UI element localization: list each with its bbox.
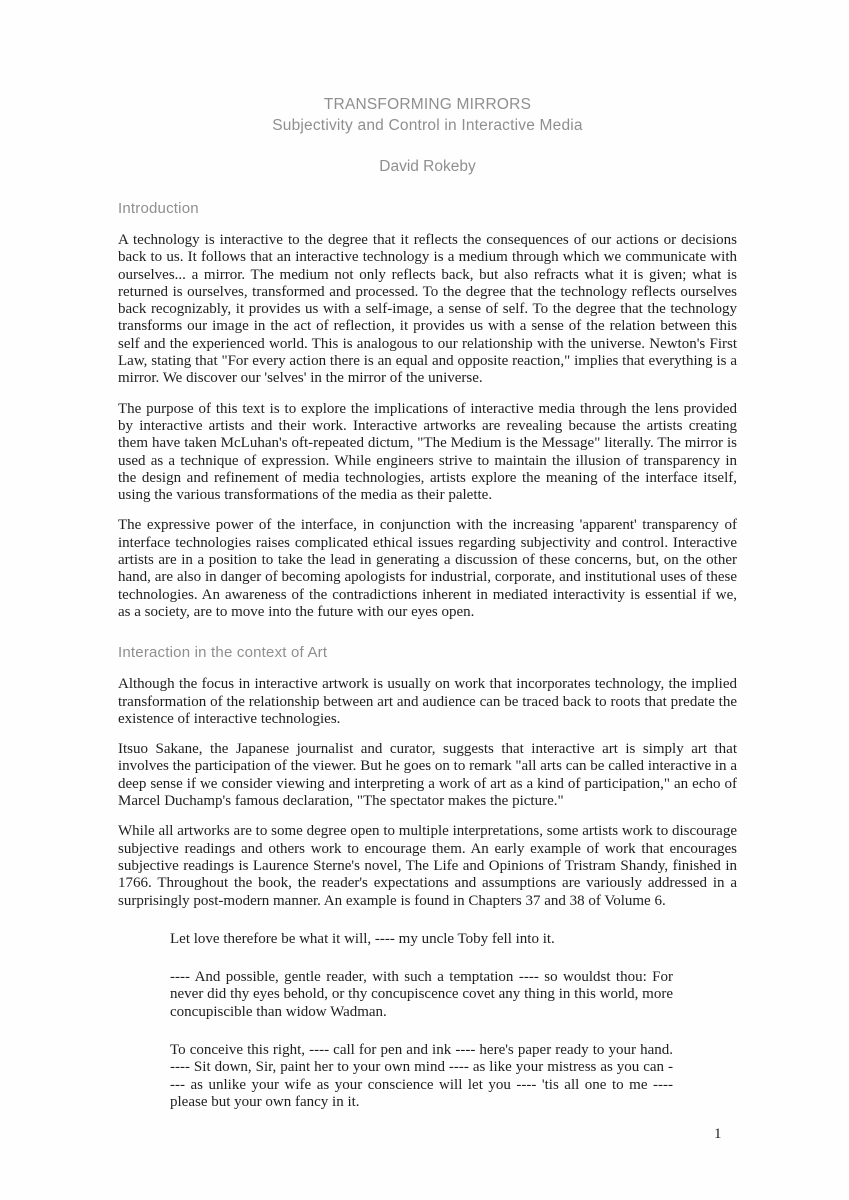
page-number: 1 <box>714 1126 722 1142</box>
paragraph: The expressive power of the interface, in conjunction with the increasing 'apparent' transparency of interface technologies raises complicated ethical issues regarding subjectivity and control. Interactive artists are in a position to take the lead in generating a discussion of these concerns, but, on the other hand, are also in danger of becoming apologists for industrial, corporate, and institutional uses of these technologies. An awareness of the contradictions inherent in mediated interactivity is essential if we, as a society, are to move into the future with our eyes open. <box>118 517 737 620</box>
section-heading-introduction: Introduction <box>118 200 199 217</box>
author-name: David Rokeby <box>379 158 476 175</box>
document-subtitle: Subjectivity and Control in Interactive Media <box>272 117 583 134</box>
paragraph: A technology is interactive to the degree that it reflects the consequences of our actions or decisions back to us. It follows that an interactive technology is a medium through which we communicate with ourselves... a mirror. The medium not only reflects back, but also refracts what it is given; what is returned is ourselves, transformed and processed. To the degree that the technology reflects ourselves back recognizably, it provides us with a self-image, a sense of self. To the degree that the technology transforms our image in the act of reflection, it provides us with a sense of the relation between this self and the experienced world. This is analogous to our relationship with the universe. Newton's First Law, stating that "For every action there is an equal and opposite reaction," implies that everything is a mirror. We discover our 'selves' in the mirror of the universe. <box>118 232 737 387</box>
block-quote: Let love therefore be what it will, ---- my uncle Toby fell into it. <box>170 930 555 947</box>
block-quote: To conceive this right, ---- call for pen and ink ---- here's paper ready to your hand. ---- Sit down, Sir, paint her to your own mind ---- as like your mistress as you can ---- as unlike your wife as your conscience will let you ---- 'tis all one to me ---- please but your own fancy in it. <box>170 1041 673 1110</box>
paragraph: Although the focus in interactive artwork is usually on work that incorporates technology, the implied transformation of the relationship between art and audience can be traced back to roots that predate the existence of interactive technologies. <box>118 676 737 727</box>
block-quote: ---- And possible, gentle reader, with such a temptation ---- so wouldst thou: For never did thy eyes behold, or thy concupiscence covet any thing in this world, more concupiscible than widow Wadman. <box>170 969 673 1020</box>
paragraph: The purpose of this text is to explore the implications of interactive media through the lens provided by interactive artists and their work. Interactive artworks are revealing because the artists creating them have taken McLuhan's oft-repeated dictum, "The Medium is the Message" literally. The mirror is used as a technique of expression. While engineers strive to maintain the illusion of transparency in the design and refinement of media technologies, artists explore the meaning of the interface itself, using the various transformations of the media as their palette. <box>118 400 737 504</box>
section-heading-interaction-in-the-context-of-art: Interaction in the context of Art <box>118 644 328 662</box>
paragraph: While all artworks are to some degree open to multiple interpretations, some artists work to discourage subjective readings and others work to encourage them. An early example of work that encourages subjective readings is Laurence Sterne's novel, The Life and Opinions of Tristram Shandy, finished in 1766. Throughout the book, the reader's expectations and assumptions are variously addressed in a surprisingly post-modern manner. An example is found in Chapters 37 and 38 of Volume 6. <box>118 823 737 909</box>
document-title: TRANSFORMING MIRRORS <box>323 96 532 113</box>
paragraph: Itsuo Sakane, the Japanese journalist and curator, suggests that interactive art is simply art that involves the participation of the viewer. But he goes on to remark "all arts can be called interactive in a deep sense if we consider viewing and interpreting a work of art as a kind of participation," an echo of Marcel Duchamp's famous declaration, "The spectator makes the picture." <box>118 741 737 810</box>
